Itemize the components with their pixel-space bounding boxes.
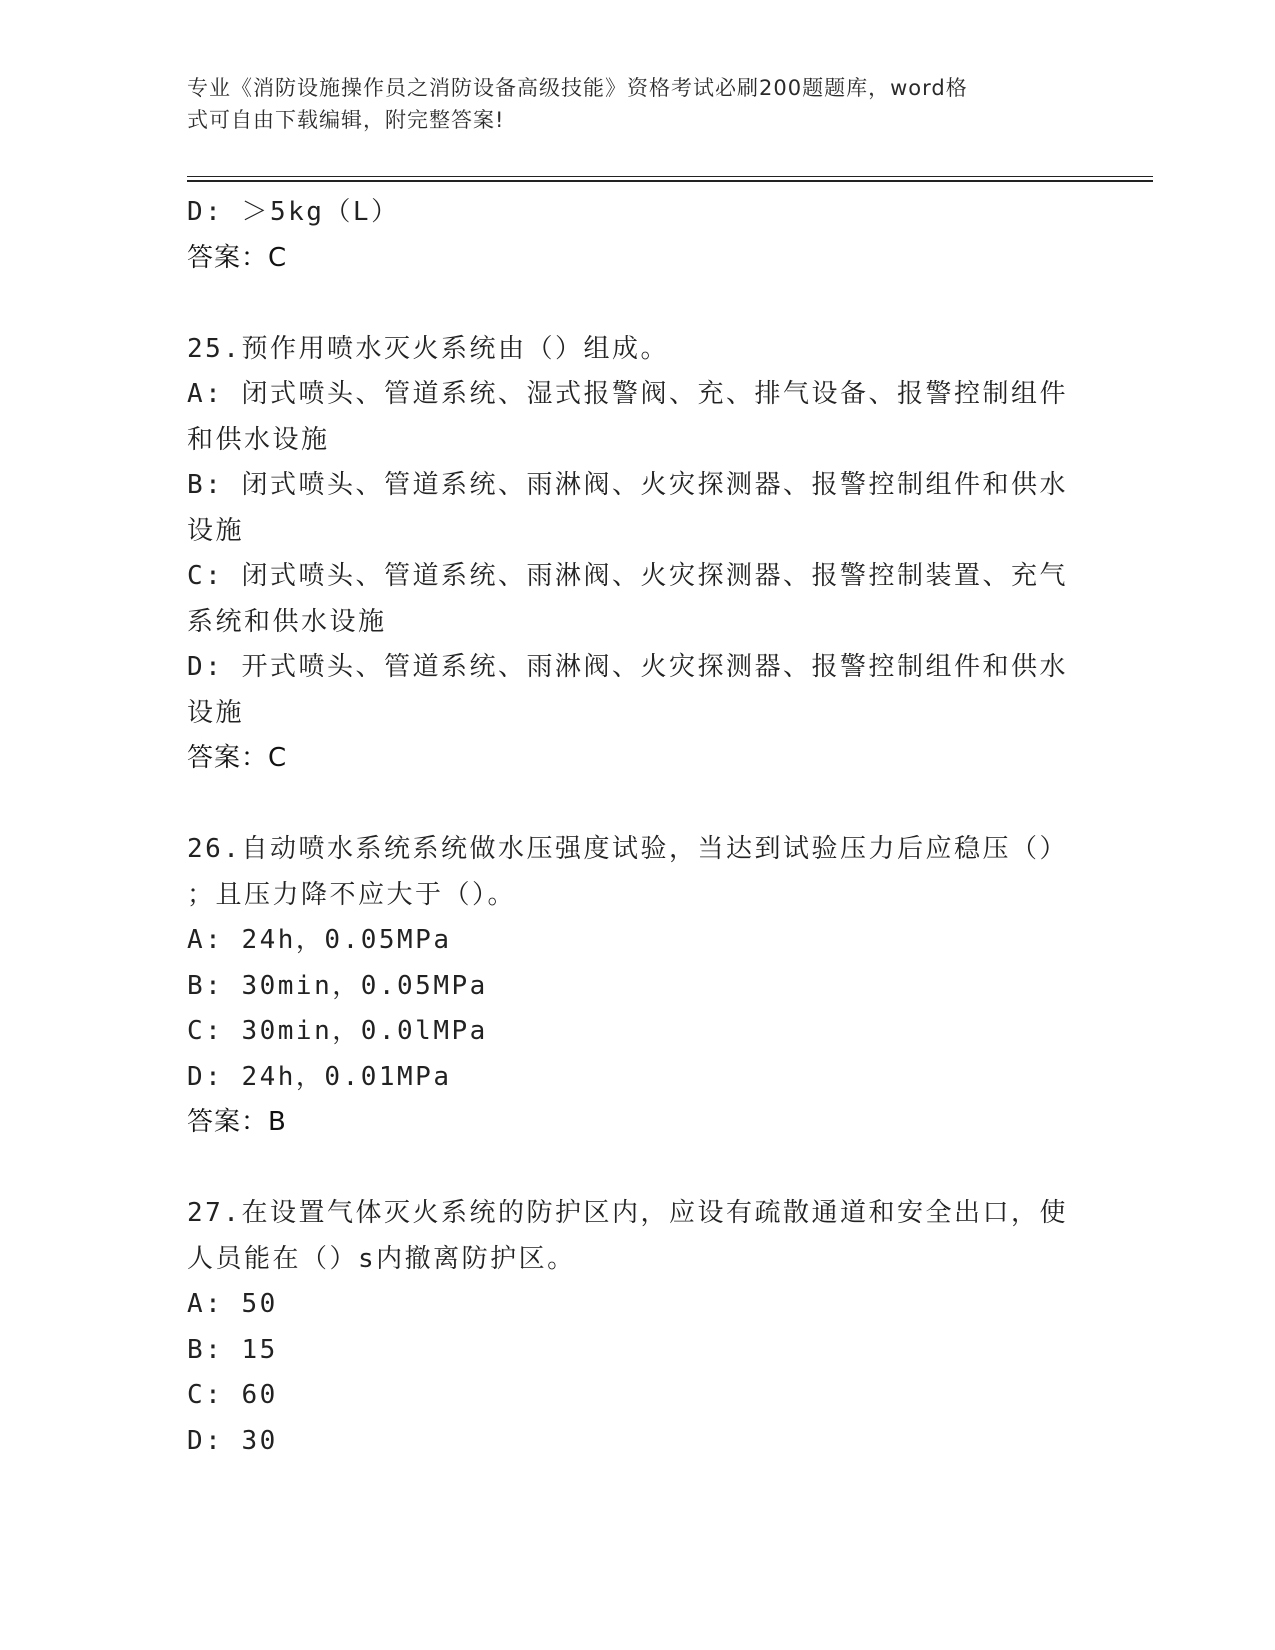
option-b: B: 闭式喷头、管道系统、雨淋阀、火灾探测器、报警控制组件和供水 [187, 470, 1068, 500]
option-b-cont: 设施 [187, 515, 245, 546]
question-26 [187, 827, 1077, 1146]
option-c-cont: 系统和供水设施 [187, 606, 387, 637]
option-b: B: 15 [187, 1334, 278, 1365]
option-d: D: 24h，0.01MPa [187, 1061, 452, 1092]
question-stem-cont: 人员能在（）s内撤离防护区。 [187, 1243, 576, 1274]
answer: 答案：C [187, 743, 288, 773]
option-a: A: 闭式喷头、管道系统、湿式报警阀、充、排气设备、报警控制组件 [187, 379, 1068, 409]
header-line-1: 专业《消防设施操作员之消防设备高级技能》资格考试必刷200题题库，word格 [187, 76, 968, 100]
option-c: C: 闭式喷头、管道系统、雨淋阀、火灾探测器、报警控制装置、充气 [187, 561, 1068, 591]
spacer [187, 1146, 1077, 1192]
question-27 [187, 1191, 1077, 1464]
option-a-cont: 和供水设施 [187, 424, 330, 455]
option-a: A: 24h，0.05MPa [187, 925, 452, 955]
header-divider-thin [187, 176, 1153, 177]
question-stem: 26.自动喷水系统系统做水压强度试验，当达到试验压力后应稳压（） [187, 834, 1068, 864]
option-d-cont: 设施 [187, 697, 245, 728]
option-b: B: 30min，0.05MPa [187, 970, 488, 1001]
spacer [187, 782, 1077, 828]
question-stem: 25.预作用喷水灭火系统由（）组成。 [187, 333, 669, 364]
option-c: C: 30min，0.0lMPa [187, 1016, 488, 1046]
option-a: A: 50 [187, 1289, 278, 1319]
header-line-2: 式可自由下载编辑，附完整答案! [187, 108, 505, 132]
option-d: D: 开式喷头、管道系统、雨淋阀、火灾探测器、报警控制组件和供水 [187, 652, 1068, 682]
question-stem: 27.在设置气体灭火系统的防护区内，应设有疏散通道和安全出口，使 [187, 1198, 1068, 1228]
option-c: C: 60 [187, 1380, 278, 1410]
option-d: D: 30 [187, 1425, 278, 1456]
prev-answer: 答案：C [187, 242, 288, 273]
prev-option-d: D: ＞5kg（L） [187, 197, 400, 227]
question-stem-cont: ；且压力降不应大于（）。 [187, 879, 517, 910]
document-header [187, 72, 1067, 136]
header-divider-thick [187, 180, 1153, 182]
answer: 答案：B [187, 1107, 287, 1137]
spacer [187, 281, 1077, 327]
question-list [187, 190, 1077, 1464]
question-25 [187, 327, 1077, 782]
